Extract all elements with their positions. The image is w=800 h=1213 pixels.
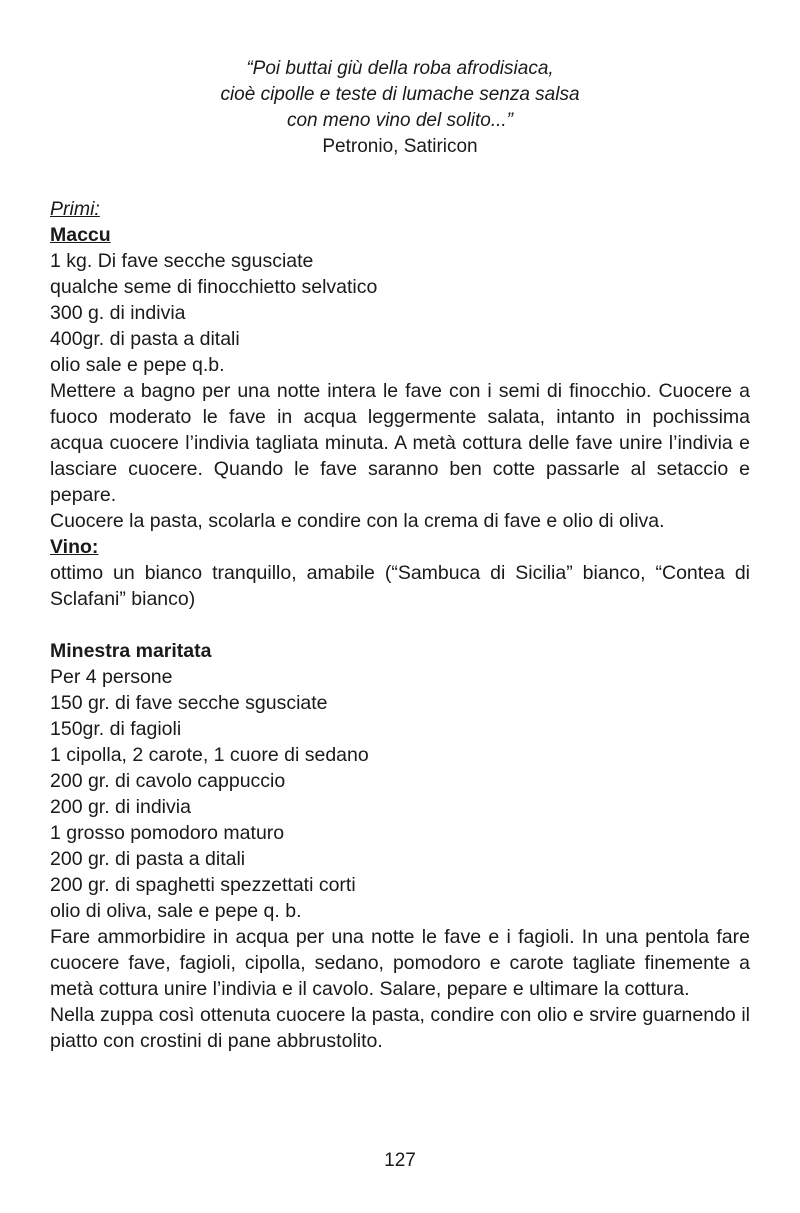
- ingredient-line: 200 gr. di pasta a ditali: [50, 848, 246, 870]
- ingredient-line: 1 grosso pomodoro maturo: [50, 822, 285, 844]
- recipes-content: [50, 196, 750, 1054]
- ingredient-line: 200 gr. di spaghetti spezzettati corti: [50, 874, 356, 896]
- method-paragraph: Nella zuppa così ottenuta cuocere la pasta, condire con olio e srvire guarnendo il piatto con crostini di pane abbrustolito.: [50, 1004, 750, 1052]
- method-paragraph: Fare ammorbidire in acqua per una notte le fave e i fagioli. In una pentola fare cuocere fave, fagioli, cipolla, sedano, pomodoro e carote tagliate finemente a metà cottura unire l’indivia e il cavolo. Salare, pepare e ultimare la cottura.: [50, 926, 750, 1000]
- ingredient-line: olio sale e pepe q.b.: [50, 354, 225, 376]
- ingredient-line: qualche seme di finocchietto selvatico: [50, 276, 378, 298]
- epigraph-line: “Poi buttai giù della roba afrodisiaca,: [246, 58, 554, 79]
- recipe-title-maccu: Maccu: [50, 224, 111, 246]
- spacer: [50, 612, 750, 638]
- wine-text: ottimo un bianco tranquillo, amabile (“Sambuca di Sicilia” bianco, “Contea di Sclafani” bianco): [50, 562, 750, 610]
- ingredient-line: 1 kg. Di fave secche sgusciate: [50, 250, 314, 272]
- ingredient-line: Per 4 persone: [50, 666, 173, 688]
- ingredient-line: 200 gr. di cavolo cappuccio: [50, 770, 286, 792]
- epigraph-line: con meno vino del solito...”: [286, 110, 513, 131]
- wine-label: Vino:: [50, 536, 99, 558]
- method-paragraph: Cuocere la pasta, scolarla e condire con la crema di fave e olio di oliva.: [50, 510, 665, 532]
- page-number: 127: [384, 1150, 416, 1171]
- ingredient-line: 400gr. di pasta a ditali: [50, 328, 240, 350]
- epigraph-line: cioè cipolle e teste di lumache senza salsa: [220, 84, 580, 105]
- ingredient-line: 300 g. di indivia: [50, 302, 186, 324]
- recipe-title-minestra: Minestra maritata: [50, 640, 212, 662]
- ingredient-line: olio di oliva, sale e pepe q. b.: [50, 900, 302, 922]
- ingredient-line: 1 cipolla, 2 carote, 1 cuore di sedano: [50, 744, 369, 766]
- ingredient-line: 150 gr. di fave secche sgusciate: [50, 692, 328, 714]
- section-label: Primi:: [50, 198, 100, 220]
- ingredient-line: 200 gr. di indivia: [50, 796, 191, 818]
- epigraph: [0, 56, 800, 160]
- epigraph-attribution: Petronio, Satiricon: [322, 136, 478, 157]
- ingredient-line: 150gr. di fagioli: [50, 718, 182, 740]
- method-paragraph: Mettere a bagno per una notte intera le fave con i semi di finocchio. Cuocere a fuoco moderato le fave in acqua leggermente salata, intanto in pochissima acqua cuocere l’indivia tagliata minuta. A metà cottura delle fave unire l’indivia e lasciare cuocere. Quando le fave saranno ben cotte passarle al setaccio e pepare.: [50, 380, 750, 506]
